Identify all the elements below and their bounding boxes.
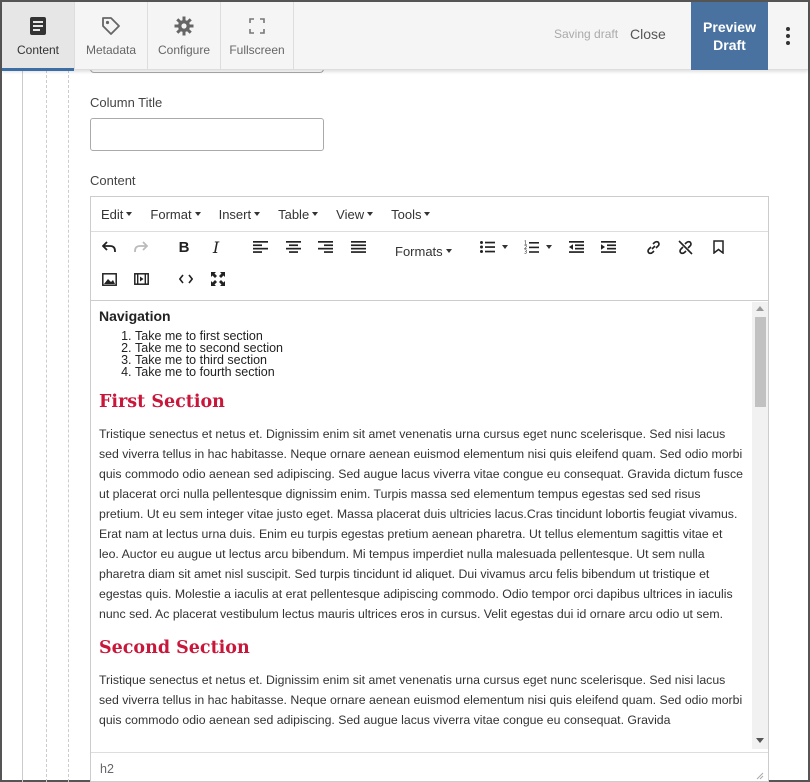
content-label: Content (90, 173, 136, 188)
gear-icon (174, 15, 194, 37)
align-justify-icon[interactable] (345, 234, 371, 260)
column-title-input[interactable] (90, 118, 324, 151)
save-status: Saving draft (554, 27, 619, 41)
menu-format-label: Format (150, 206, 192, 222)
formats-dropdown[interactable] (395, 239, 452, 263)
tab-content[interactable] (2, 2, 75, 70)
media-icon[interactable] (128, 266, 154, 292)
resize-handle-icon[interactable] (756, 772, 764, 780)
tab-content-label: Content (16, 43, 60, 57)
tab-fullscreen[interactable] (221, 2, 294, 70)
menu-table[interactable] (278, 207, 318, 222)
align-center-icon[interactable] (280, 234, 306, 260)
tag-icon (101, 15, 121, 37)
close-button[interactable]: Close (630, 26, 666, 42)
align-left-icon[interactable] (247, 234, 273, 260)
gutter-dashed-line (68, 70, 69, 782)
column-title-label: Column Title (90, 95, 163, 110)
tab-fullscreen-label: Fullscreen (229, 43, 285, 57)
chevron-down-icon (446, 249, 452, 253)
section-paragraph: Tristique senectus et netus et. Dignissim enim sit amet venenatis urna cursus eget nunc scelerisque. Sed nisi lacus sed viverra tellus in hac habitasse. Neque ornare aenean euismod elementum nisi quis eleifend quam. Sed odio morbi quis commodo odio aenean sed adipiscing. Sed augue lacus viverra vitae congue eu consequat. Gravida dictum fusce ut placerat orci nulla pellentesque dignissim enim. Turpis massa sed elementum tempus egestas sed sed risus pretium. Ut eu sem integer vitae justo eget. Massa placerat duis ultricies lacus.Cras tincidunt lobortis feugiat vivamus. Erat nam at lectus urna duis. Enim eu turpis egestas pretium aenean pharetra. Ut tellus elementum sagittis vitae et leo. Auctor eu augue ut lectus arcu bibendum. Mi tempus imperdiet nulla malesuada pellentesque. Ut sem nulla pharetra diam sit amet nisl suscipit. Sed turpis tincidunt id aliquet. Dui vivamus arcu felis bibendum ut tristique et egestas quis. Molestie a iaculis at erat pellentesque adipiscing commodo. Odio tempor orci dapibus ultrices in iaculis nunc sed. Ac placerat vestibulum lectus mauris ultrices eros in cursus. Velit egestas dui id ornare arcu odio ut sem. (99, 427, 743, 621)
editor-statusbar (91, 752, 768, 782)
editor-content[interactable] (91, 302, 752, 749)
navigation-heading: Navigation (99, 308, 171, 324)
chevron-down-icon (126, 212, 132, 216)
chevron-down-icon (195, 212, 201, 216)
undo-icon[interactable] (96, 234, 122, 260)
section-heading: Second Section (99, 638, 250, 658)
redo-icon[interactable] (128, 234, 154, 260)
svg-text:1: 1 (523, 240, 527, 247)
menu-insert-label: Insert (218, 206, 252, 222)
chevron-down-icon (312, 212, 318, 216)
unlink-icon[interactable] (672, 234, 698, 260)
menu-table-label: Table (278, 206, 310, 222)
menu-tools[interactable] (391, 207, 430, 222)
list-item: 1. Take me to first section (135, 330, 744, 342)
numbered-list-options[interactable] (540, 234, 554, 260)
menu-format[interactable] (150, 207, 200, 222)
preview-label-line1: Preview (703, 19, 756, 35)
menu-edit[interactable] (101, 207, 132, 222)
tab-configure-label: Configure (157, 43, 211, 57)
svg-text:2: 2 (523, 245, 527, 251)
align-right-icon[interactable] (312, 234, 338, 260)
preview-draft-button[interactable] (691, 2, 768, 70)
editor-menubar (91, 197, 768, 232)
bold-icon[interactable]: B (178, 238, 190, 256)
menu-tools-label: Tools (391, 206, 422, 222)
rich-text-editor (90, 196, 769, 782)
tab-configure[interactable] (148, 2, 221, 70)
bookmark-icon[interactable] (705, 234, 731, 260)
indent-icon[interactable] (595, 234, 621, 260)
link-icon[interactable] (640, 234, 666, 260)
navigation-list (135, 330, 744, 378)
chevron-down-icon (502, 245, 508, 249)
more-options-icon[interactable] (778, 24, 798, 48)
preview-label-line2: Draft (713, 37, 746, 53)
scroll-down-icon[interactable] (756, 738, 764, 743)
top-toolbar (2, 2, 808, 70)
formats-label: Formats (395, 243, 443, 259)
section-paragraph: Tristique senectus et netus et. Dignissim enim sit amet venenatis urna cursus eget nunc scelerisque. Sed nisi lacus sed viverra tellus in hac habitasse. Neque ornare aenean euismod elementum nisi quis eleifend quam. Sed odio morbi quis commodo odio aenean sed adipiscing. Sed augue lacus viverra vitae congue eu consequat. Gravida (99, 673, 743, 727)
bullet-list-options[interactable] (496, 234, 510, 260)
list-item: 2. Take me to second section (135, 342, 744, 354)
image-icon[interactable] (96, 266, 122, 292)
chevron-down-icon (546, 245, 552, 249)
menu-view-label: View (336, 206, 365, 222)
tab-metadata-label: Metadata (85, 43, 137, 57)
menu-edit-label: Edit (101, 206, 124, 222)
chevron-down-icon (254, 212, 260, 216)
scroll-up-icon[interactable] (756, 306, 764, 311)
fullscreen-editor-icon[interactable] (205, 266, 231, 292)
scrollbar-thumb[interactable] (755, 317, 766, 407)
element-path[interactable]: h2 (100, 762, 114, 776)
list-item: 3. Take me to third section (135, 354, 744, 366)
gutter-line (22, 70, 23, 782)
editor-toolbar (91, 233, 768, 301)
editor-scrollbar[interactable] (752, 302, 768, 749)
fullscreen-icon (249, 15, 265, 37)
list-item: 4. Take me to fourth section (135, 366, 744, 378)
chevron-down-icon (367, 212, 373, 216)
outdent-icon[interactable] (563, 234, 589, 260)
tab-metadata[interactable] (75, 2, 148, 70)
menu-view[interactable] (336, 207, 373, 222)
gutter-dashed-line (46, 70, 47, 782)
menu-insert[interactable] (219, 207, 261, 222)
section-heading: First Section (99, 392, 225, 412)
italic-icon[interactable]: I (212, 237, 220, 257)
document-icon (30, 15, 46, 37)
chevron-down-icon (424, 212, 430, 216)
svg-text:3: 3 (523, 249, 527, 254)
source-code-icon[interactable] (173, 266, 199, 292)
